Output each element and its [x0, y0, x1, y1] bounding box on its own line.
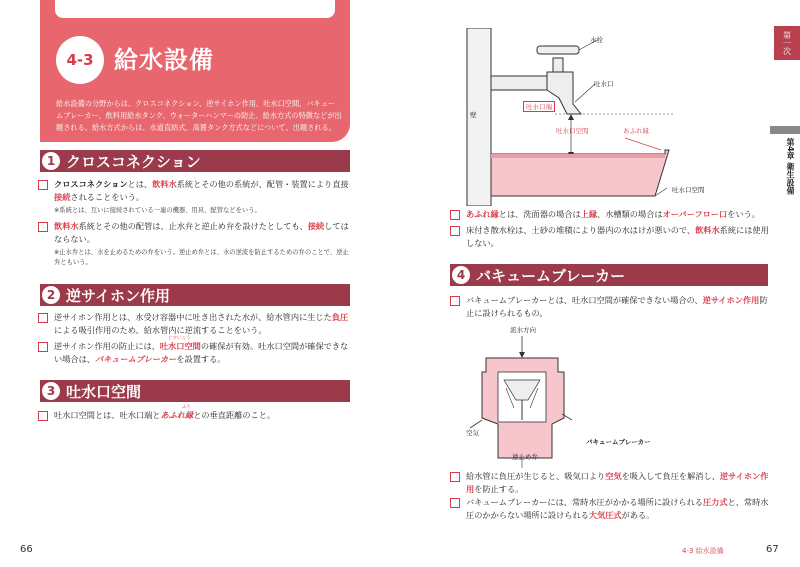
checkbox-icon[interactable] [38, 313, 48, 323]
section-heading-4 [450, 264, 768, 286]
checkbox-icon[interactable] [38, 342, 48, 352]
air-label: 空気 [466, 429, 479, 437]
overflow-rim-label: あふれ縁 [623, 127, 649, 135]
ruby-reading: とすいこう [168, 336, 191, 341]
list-item: 逆サイホン作用とは、水受け容器中に吐き出された水が、給水管内に生じた負圧による吸引作用のため、給水管内に逆流することをいう。 [38, 311, 354, 337]
header-top-notch [55, 0, 335, 18]
list-item: 給水管に負圧が生じると、吸気口より空気を吸入して負圧を解消し、逆サイホン作用を防止する。 [450, 470, 770, 496]
list-item: 逆サイホン作用の防止には、吐水口空間の確保が有効。吐水口空間が確保できない場合は、バキュームブレーカーを設置する。 [38, 340, 354, 366]
air-gap-label: 吐水口空間 [556, 127, 589, 135]
spout-label: 吐水口 [594, 80, 614, 88]
section-number-1: 1 [42, 152, 60, 170]
checkbox-icon[interactable] [38, 411, 48, 421]
pipe-shape [491, 76, 547, 90]
checkbox-icon[interactable] [450, 498, 460, 508]
ruby-reading: ふち [182, 405, 191, 410]
vacuum-breaker-diagram [462, 328, 662, 468]
side-tab-bar [770, 126, 800, 134]
section-heading-2 [40, 284, 350, 306]
air-gap-diagram [455, 28, 735, 206]
checkbox-icon[interactable] [450, 226, 460, 236]
section-title-2: 逆サイホン作用 [66, 286, 170, 305]
footnote: ※系統とは、互いに接続されている一連の機器、用具、配管などをいう。 [54, 207, 261, 214]
checkbox-icon[interactable] [38, 222, 48, 232]
checkbox-icon[interactable] [38, 180, 48, 190]
list-item: あふれ縁とは、洗面器の場合は上縁、水槽類の場合はオーバーフロー口をいう。 [450, 208, 770, 221]
section-title-1: クロスコネクション [66, 152, 201, 171]
list-item: クロスコネクションとは、飲料水系統とその他の系統が、配管・装置により直接接続されることをいう。 ※系統とは、互いに接続されている一連の機器、用具、配管などをいう。 [38, 178, 354, 216]
check-valve-label: 逆止め弁 [512, 453, 538, 461]
spout-end-label: 吐水口端 [523, 101, 555, 112]
section-number-4: 4 [452, 266, 470, 284]
section-description: 給水設備の分野からは、クロスコネクション、逆サイホン作用、吐水口空間、バキュームブレーカー、飲料用給水タンク、ウォーターハンマーの防止、給水方式の特徴などが出題される。給水方式からは、水道直結式、高置タンク方式などについて、出題される。 [56, 99, 342, 132]
list-item: バキュームブレーカーとは、吐水口空間が確保できない場合の、逆サイホン作用防止に設けられるもの。 [450, 294, 770, 320]
flow-direction-label: 流水方向 [510, 326, 536, 334]
section-number-badge: 4-3 [56, 36, 104, 84]
vacuum-breaker-label: バキュームブレーカー [586, 438, 651, 446]
section-heading-1 [40, 150, 350, 172]
checkbox-icon[interactable] [450, 296, 460, 306]
air-gap-bottom-label: 吐水口空間 [672, 186, 705, 194]
section-number-2: 2 [42, 286, 60, 304]
footnote: ※止水弁とは、水を止めるための弁をいう。逆止め弁とは、水の逆流を防止するための弁のことで、逆止弁ともいう。 [54, 249, 349, 266]
list-item: 飲料水系統とその他の配管は、止水弁と逆止め弁を設けたとしても、接続してはならない。 ※止水弁とは、水を止めるための弁をいう。逆止め弁とは、水の逆流を防止するための弁のことで、逆止弁ともいう。 [38, 220, 354, 268]
list-item: バキュームブレーカーには、常時水圧がかかる場所に設けられる圧力式と、常時水圧のかからない場所に設けられる大気圧式がある。 [450, 496, 770, 522]
faucet-stem [553, 58, 563, 72]
section-number-3: 3 [42, 382, 60, 400]
faucet-handle [537, 46, 579, 54]
section-title-4: バキュームブレーカー [476, 266, 626, 285]
page-footer-label: 4-3 給水設備 [682, 547, 724, 555]
side-tab-chapter[interactable]: 第4章 衛生設備 [786, 138, 795, 195]
faucet-label: 水栓 [590, 36, 603, 44]
page-title: 給水設備 [114, 46, 214, 74]
checkbox-icon[interactable] [450, 210, 460, 220]
list-item: 床付き散水栓は、土砂の堆積により器内の水はけが悪いので、飲料水系統には使用しない。 [450, 224, 770, 250]
section-heading-3 [40, 380, 350, 402]
checkbox-icon[interactable] [450, 472, 460, 482]
side-tab-part[interactable]: 第一次 [774, 26, 800, 60]
wall-label: 壁 [470, 111, 477, 119]
section-title-3: 吐水口空間 [66, 382, 142, 401]
list-item: 吐水口空間とは、吐水口端とあふれ縁との垂直距離のこと。 [38, 409, 354, 422]
page-number-right: 67 [766, 544, 779, 555]
page-number-left: 66 [20, 544, 33, 555]
